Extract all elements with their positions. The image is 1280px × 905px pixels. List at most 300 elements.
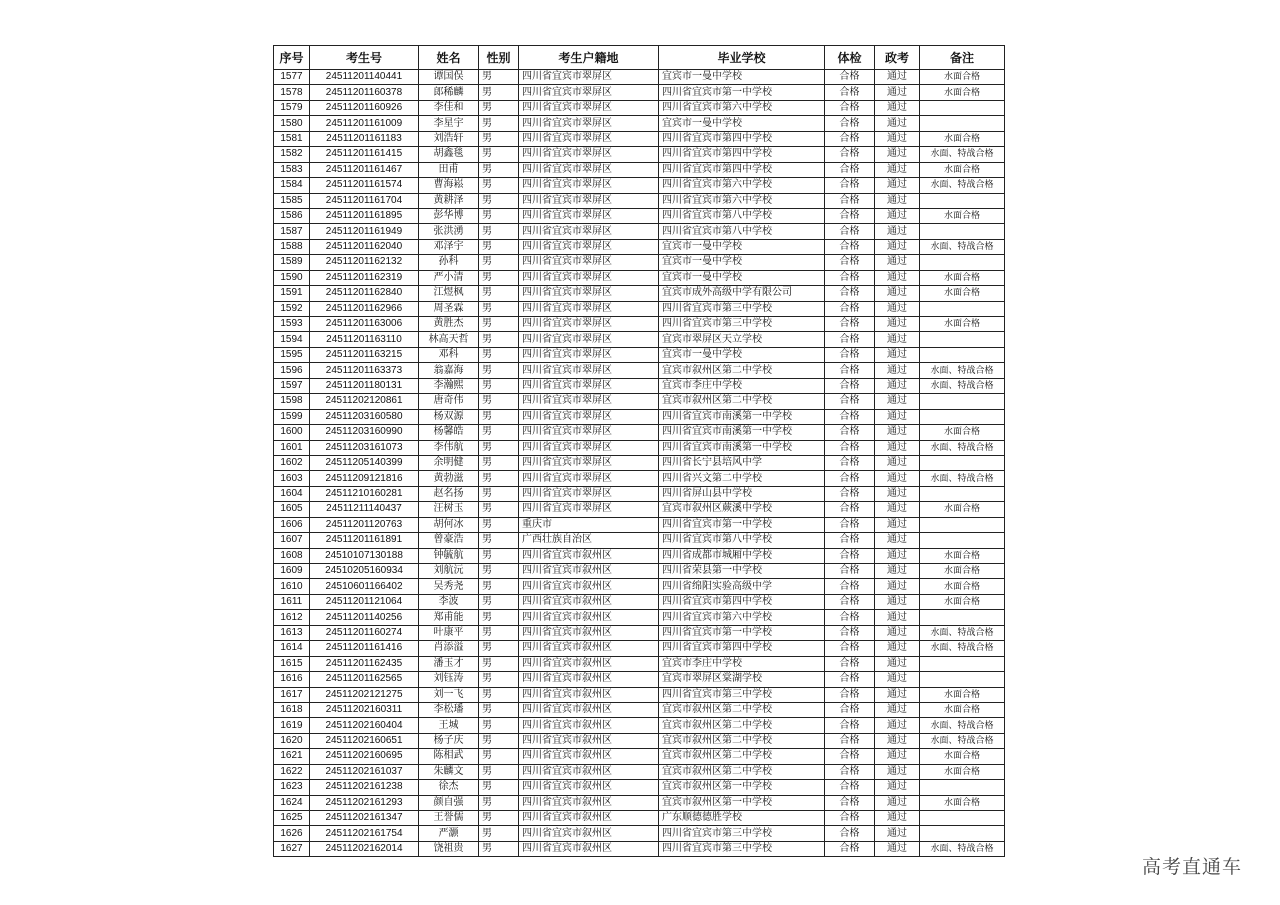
gender-cell: 男 — [479, 270, 519, 285]
gender-cell: 男 — [479, 718, 519, 733]
political-cell: 通过 — [875, 733, 920, 748]
gender-cell: 男 — [479, 687, 519, 702]
table-row — [274, 301, 1005, 316]
exam-number-cell: 24511201162565 — [310, 672, 419, 687]
remark-cell: 水面、特战合格 — [920, 841, 1005, 856]
household-cell: 四川省宜宾市翠屏区 — [519, 332, 659, 347]
gender-cell: 男 — [479, 224, 519, 239]
household-cell: 四川省宜宾市叙州区 — [519, 841, 659, 856]
remark-cell — [920, 517, 1005, 532]
school-cell: 四川省宜宾市第六中学校 — [659, 193, 825, 208]
table-row — [274, 486, 1005, 501]
school-cell: 宜宾市李庄中学校 — [659, 378, 825, 393]
physical-cell: 合格 — [825, 641, 875, 656]
name-cell: 谭国俣 — [419, 70, 479, 85]
school-cell: 四川省宜宾市第八中学校 — [659, 533, 825, 548]
serial-cell: 1622 — [274, 764, 310, 779]
political-cell: 通过 — [875, 594, 920, 609]
remark-cell — [920, 409, 1005, 424]
political-cell: 通过 — [875, 548, 920, 563]
political-cell: 通过 — [875, 332, 920, 347]
exam-number-cell: 24511202160651 — [310, 733, 419, 748]
serial-cell: 1627 — [274, 841, 310, 856]
physical-cell: 合格 — [825, 131, 875, 146]
remark-cell: 水面、特战合格 — [920, 147, 1005, 162]
physical-cell: 合格 — [825, 764, 875, 779]
name-cell: 孙科 — [419, 255, 479, 270]
school-cell: 宜宾市叙州区第二中学校 — [659, 764, 825, 779]
exam-number-cell: 24511201180131 — [310, 378, 419, 393]
physical-cell: 合格 — [825, 780, 875, 795]
table-row — [274, 826, 1005, 841]
physical-cell: 合格 — [825, 656, 875, 671]
household-cell: 四川省宜宾市翠屏区 — [519, 409, 659, 424]
serial-cell: 1588 — [274, 239, 310, 254]
gender-cell: 男 — [479, 70, 519, 85]
political-cell: 通过 — [875, 100, 920, 115]
gender-cell: 男 — [479, 733, 519, 748]
physical-cell: 合格 — [825, 749, 875, 764]
remark-cell — [920, 224, 1005, 239]
gender-cell: 男 — [479, 455, 519, 470]
remark-cell: 水面合格 — [920, 425, 1005, 440]
school-cell: 宜宾市叙州区第一中学校 — [659, 780, 825, 795]
political-cell: 通过 — [875, 193, 920, 208]
political-cell: 通过 — [875, 347, 920, 362]
name-cell: 曾豪浩 — [419, 533, 479, 548]
gender-cell: 男 — [479, 795, 519, 810]
gender-cell: 男 — [479, 502, 519, 517]
physical-cell: 合格 — [825, 594, 875, 609]
remark-cell: 水面、特战合格 — [920, 378, 1005, 393]
gender-cell: 男 — [479, 471, 519, 486]
serial-cell: 1592 — [274, 301, 310, 316]
name-cell: 王誉儒 — [419, 811, 479, 826]
table-row — [274, 162, 1005, 177]
remark-cell: 水面合格 — [920, 764, 1005, 779]
name-cell: 颜自强 — [419, 795, 479, 810]
table-row — [274, 749, 1005, 764]
exam-number-cell: 24511202161293 — [310, 795, 419, 810]
exam-number-cell: 24511201161574 — [310, 178, 419, 193]
political-cell: 通过 — [875, 409, 920, 424]
household-cell: 四川省宜宾市叙州区 — [519, 594, 659, 609]
physical-cell: 合格 — [825, 162, 875, 177]
name-cell: 刘一飞 — [419, 687, 479, 702]
serial-cell: 1604 — [274, 486, 310, 501]
remark-cell — [920, 533, 1005, 548]
school-cell: 宜宾市一曼中学校 — [659, 70, 825, 85]
serial-cell: 1613 — [274, 625, 310, 640]
physical-cell: 合格 — [825, 147, 875, 162]
household-cell: 四川省宜宾市翠屏区 — [519, 178, 659, 193]
political-cell: 通过 — [875, 116, 920, 131]
political-cell: 通过 — [875, 471, 920, 486]
school-cell: 四川省宜宾市第四中学校 — [659, 641, 825, 656]
exam-number-cell: 24511202120861 — [310, 394, 419, 409]
household-cell: 四川省宜宾市翠屏区 — [519, 286, 659, 301]
table-row — [274, 394, 1005, 409]
name-cell: 邓科 — [419, 347, 479, 362]
physical-cell: 合格 — [825, 610, 875, 625]
remark-cell — [920, 394, 1005, 409]
school-cell: 四川省宜宾市第四中学校 — [659, 594, 825, 609]
political-cell: 通过 — [875, 70, 920, 85]
school-cell: 四川省屏山县中学校 — [659, 486, 825, 501]
table-row — [274, 795, 1005, 810]
exam-number-cell: 24511201161891 — [310, 533, 419, 548]
political-cell: 通过 — [875, 131, 920, 146]
school-cell: 四川省宜宾市第六中学校 — [659, 178, 825, 193]
school-cell: 宜宾市叙州区第二中学校 — [659, 363, 825, 378]
exam-number-cell: 24511201163373 — [310, 363, 419, 378]
exam-number-cell: 24510601166402 — [310, 579, 419, 594]
remark-cell: 水面合格 — [920, 687, 1005, 702]
remark-cell: 水面合格 — [920, 548, 1005, 563]
remark-cell — [920, 486, 1005, 501]
remark-cell: 水面合格 — [920, 70, 1005, 85]
household-cell: 四川省宜宾市翠屏区 — [519, 147, 659, 162]
gender-cell: 男 — [479, 208, 519, 223]
name-cell: 田甫 — [419, 162, 479, 177]
name-cell: 徐杰 — [419, 780, 479, 795]
gender-cell: 男 — [479, 116, 519, 131]
political-cell: 通过 — [875, 486, 920, 501]
serial-cell: 1602 — [274, 455, 310, 470]
political-cell: 通过 — [875, 656, 920, 671]
physical-cell: 合格 — [825, 455, 875, 470]
exam-number-cell: 24511201161704 — [310, 193, 419, 208]
physical-cell: 合格 — [825, 286, 875, 301]
serial-cell: 1623 — [274, 780, 310, 795]
household-cell: 四川省宜宾市叙州区 — [519, 795, 659, 810]
exam-number-cell: 24511202162014 — [310, 841, 419, 856]
school-cell: 宜宾市翠屏区棠湖学校 — [659, 672, 825, 687]
gender-cell: 男 — [479, 826, 519, 841]
exam-number-cell: 24511201162132 — [310, 255, 419, 270]
exam-number-cell: 24511202161754 — [310, 826, 419, 841]
physical-cell: 合格 — [825, 625, 875, 640]
serial-cell: 1590 — [274, 270, 310, 285]
physical-cell: 合格 — [825, 70, 875, 85]
exam-number-cell: 24511201140441 — [310, 70, 419, 85]
exam-number-cell: 24511201140256 — [310, 610, 419, 625]
serial-cell: 1587 — [274, 224, 310, 239]
exam-number-cell: 24511203160990 — [310, 425, 419, 440]
household-cell: 四川省宜宾市翠屏区 — [519, 455, 659, 470]
household-cell: 四川省宜宾市翠屏区 — [519, 425, 659, 440]
remark-cell: 水面合格 — [920, 85, 1005, 100]
table-row — [274, 363, 1005, 378]
political-cell: 通过 — [875, 286, 920, 301]
school-cell: 宜宾市叙州区蕨溪中学校 — [659, 502, 825, 517]
physical-cell: 合格 — [825, 425, 875, 440]
household-cell: 四川省宜宾市翠屏区 — [519, 502, 659, 517]
exam-number-cell: 24511201160274 — [310, 625, 419, 640]
exam-number-cell: 24511202160404 — [310, 718, 419, 733]
household-cell: 四川省宜宾市翠屏区 — [519, 131, 659, 146]
political-cell: 通过 — [875, 502, 920, 517]
household-cell: 四川省宜宾市翠屏区 — [519, 486, 659, 501]
school-cell: 广东顺德德胜学校 — [659, 811, 825, 826]
serial-cell: 1578 — [274, 85, 310, 100]
remark-cell — [920, 255, 1005, 270]
table-row — [274, 841, 1005, 856]
school-cell: 四川省绵阳实验高级中学 — [659, 579, 825, 594]
name-cell: 余明健 — [419, 455, 479, 470]
gender-cell: 男 — [479, 162, 519, 177]
gender-cell: 男 — [479, 702, 519, 717]
exam-number-cell: 24511201121064 — [310, 594, 419, 609]
serial-cell: 1579 — [274, 100, 310, 115]
serial-cell: 1599 — [274, 409, 310, 424]
political-cell: 通过 — [875, 811, 920, 826]
name-cell: 陈相武 — [419, 749, 479, 764]
serial-cell: 1584 — [274, 178, 310, 193]
physical-cell: 合格 — [825, 517, 875, 532]
school-cell: 宜宾市一曼中学校 — [659, 270, 825, 285]
exam-number-cell: 24511201163006 — [310, 317, 419, 332]
table-row — [274, 594, 1005, 609]
physical-cell: 合格 — [825, 332, 875, 347]
gender-cell: 男 — [479, 100, 519, 115]
school-cell: 宜宾市叙州区第二中学校 — [659, 702, 825, 717]
household-cell: 四川省宜宾市叙州区 — [519, 564, 659, 579]
gender-cell: 男 — [479, 193, 519, 208]
table-row — [274, 116, 1005, 131]
name-cell: 周圣霖 — [419, 301, 479, 316]
political-cell: 通过 — [875, 270, 920, 285]
exam-number-cell: 24510205160934 — [310, 564, 419, 579]
remark-cell: 水面、特战合格 — [920, 363, 1005, 378]
remark-cell — [920, 672, 1005, 687]
serial-cell: 1583 — [274, 162, 310, 177]
remark-cell — [920, 332, 1005, 347]
remark-cell: 水面合格 — [920, 286, 1005, 301]
name-cell: 郎稀麟 — [419, 85, 479, 100]
household-cell: 四川省宜宾市翠屏区 — [519, 440, 659, 455]
table-row — [274, 317, 1005, 332]
gender-cell: 男 — [479, 147, 519, 162]
remark-cell — [920, 100, 1005, 115]
table-row — [274, 702, 1005, 717]
physical-cell: 合格 — [825, 579, 875, 594]
serial-cell: 1615 — [274, 656, 310, 671]
table-row — [274, 548, 1005, 563]
exam-number-cell: 24511201162840 — [310, 286, 419, 301]
name-cell: 张洪湧 — [419, 224, 479, 239]
serial-cell: 1617 — [274, 687, 310, 702]
household-cell: 四川省宜宾市翠屏区 — [519, 85, 659, 100]
physical-cell: 合格 — [825, 239, 875, 254]
table-row — [274, 224, 1005, 239]
exam-number-cell: 24511202121275 — [310, 687, 419, 702]
serial-cell: 1625 — [274, 811, 310, 826]
physical-cell: 合格 — [825, 471, 875, 486]
header-name: 姓名 — [419, 46, 479, 70]
gender-cell: 男 — [479, 764, 519, 779]
name-cell: 李波 — [419, 594, 479, 609]
gender-cell: 男 — [479, 486, 519, 501]
gender-cell: 男 — [479, 255, 519, 270]
household-cell: 四川省宜宾市叙州区 — [519, 749, 659, 764]
name-cell: 翁嘉海 — [419, 363, 479, 378]
remark-cell — [920, 826, 1005, 841]
name-cell: 刘航沅 — [419, 564, 479, 579]
school-cell: 四川省宜宾市第六中学校 — [659, 100, 825, 115]
exam-number-cell: 24511202161238 — [310, 780, 419, 795]
serial-cell: 1577 — [274, 70, 310, 85]
name-cell: 曹海崧 — [419, 178, 479, 193]
physical-cell: 合格 — [825, 317, 875, 332]
household-cell: 四川省宜宾市翠屏区 — [519, 239, 659, 254]
school-cell: 宜宾市叙州区第二中学校 — [659, 394, 825, 409]
watermark-text: 高考直通车 — [1142, 856, 1243, 878]
gender-cell: 男 — [479, 548, 519, 563]
name-cell: 彭华博 — [419, 208, 479, 223]
table-row — [274, 780, 1005, 795]
household-cell: 四川省宜宾市叙州区 — [519, 733, 659, 748]
physical-cell: 合格 — [825, 548, 875, 563]
header-political: 政考 — [875, 46, 920, 70]
serial-cell: 1598 — [274, 394, 310, 409]
school-cell: 四川省宜宾市南溪第一中学校 — [659, 440, 825, 455]
name-cell: 杨子庆 — [419, 733, 479, 748]
physical-cell: 合格 — [825, 409, 875, 424]
gender-cell: 男 — [479, 178, 519, 193]
physical-cell: 合格 — [825, 702, 875, 717]
household-cell: 四川省宜宾市翠屏区 — [519, 363, 659, 378]
header-row — [274, 46, 1005, 70]
household-cell: 四川省宜宾市叙州区 — [519, 579, 659, 594]
serial-cell: 1585 — [274, 193, 310, 208]
political-cell: 通过 — [875, 208, 920, 223]
school-cell: 四川省宜宾市第三中学校 — [659, 317, 825, 332]
school-cell: 四川省宜宾市第四中学校 — [659, 162, 825, 177]
political-cell: 通过 — [875, 224, 920, 239]
header-exam-number: 考生号 — [310, 46, 419, 70]
table-row — [274, 610, 1005, 625]
household-cell: 四川省宜宾市叙州区 — [519, 687, 659, 702]
political-cell: 通过 — [875, 425, 920, 440]
political-cell: 通过 — [875, 795, 920, 810]
gender-cell: 男 — [479, 533, 519, 548]
remark-cell — [920, 811, 1005, 826]
household-cell: 四川省宜宾市翠屏区 — [519, 255, 659, 270]
serial-cell: 1608 — [274, 548, 310, 563]
serial-cell: 1614 — [274, 641, 310, 656]
table-row — [274, 286, 1005, 301]
school-cell: 宜宾市翠屏区天立学校 — [659, 332, 825, 347]
remark-cell: 水面、特战合格 — [920, 733, 1005, 748]
household-cell: 四川省宜宾市叙州区 — [519, 702, 659, 717]
gender-cell: 男 — [479, 811, 519, 826]
table-row — [274, 85, 1005, 100]
table-header — [274, 46, 1005, 70]
exam-number-cell: 24511201161949 — [310, 224, 419, 239]
header-school: 毕业学校 — [659, 46, 825, 70]
remark-cell: 水面合格 — [920, 208, 1005, 223]
name-cell: 李星宇 — [419, 116, 479, 131]
household-cell: 四川省宜宾市叙州区 — [519, 610, 659, 625]
physical-cell: 合格 — [825, 255, 875, 270]
physical-cell: 合格 — [825, 178, 875, 193]
physical-cell: 合格 — [825, 486, 875, 501]
serial-cell: 1605 — [274, 502, 310, 517]
physical-cell: 合格 — [825, 224, 875, 239]
serial-cell: 1582 — [274, 147, 310, 162]
physical-cell: 合格 — [825, 193, 875, 208]
serial-cell: 1601 — [274, 440, 310, 455]
gender-cell: 男 — [479, 517, 519, 532]
remark-cell — [920, 347, 1005, 362]
table-row — [274, 100, 1005, 115]
header-physical: 体检 — [825, 46, 875, 70]
physical-cell: 合格 — [825, 564, 875, 579]
household-cell: 四川省宜宾市翠屏区 — [519, 70, 659, 85]
political-cell: 通过 — [875, 826, 920, 841]
household-cell: 四川省宜宾市翠屏区 — [519, 162, 659, 177]
political-cell: 通过 — [875, 610, 920, 625]
remark-cell — [920, 780, 1005, 795]
exam-number-cell: 24510107130188 — [310, 548, 419, 563]
school-cell: 四川省宜宾市第三中学校 — [659, 826, 825, 841]
exam-number-cell: 24511210160281 — [310, 486, 419, 501]
physical-cell: 合格 — [825, 795, 875, 810]
exam-number-cell: 24511203161073 — [310, 440, 419, 455]
gender-cell: 男 — [479, 425, 519, 440]
name-cell: 杨馨皓 — [419, 425, 479, 440]
physical-cell: 合格 — [825, 378, 875, 393]
name-cell: 钟毓航 — [419, 548, 479, 563]
name-cell: 叶康平 — [419, 625, 479, 640]
serial-cell: 1596 — [274, 363, 310, 378]
table-row — [274, 455, 1005, 470]
remark-cell: 水面合格 — [920, 579, 1005, 594]
table-row — [274, 178, 1005, 193]
political-cell: 通过 — [875, 301, 920, 316]
household-cell: 四川省宜宾市翠屏区 — [519, 193, 659, 208]
school-cell: 宜宾市一曼中学校 — [659, 239, 825, 254]
table-row — [274, 193, 1005, 208]
household-cell: 四川省宜宾市翠屏区 — [519, 224, 659, 239]
gender-cell: 男 — [479, 672, 519, 687]
name-cell: 饶祖贵 — [419, 841, 479, 856]
gender-cell: 男 — [479, 239, 519, 254]
household-cell: 四川省宜宾市翠屏区 — [519, 100, 659, 115]
school-cell: 四川省宜宾市第八中学校 — [659, 224, 825, 239]
school-cell: 四川省宜宾市南溪第一中学校 — [659, 409, 825, 424]
table-row — [274, 440, 1005, 455]
gender-cell: 男 — [479, 641, 519, 656]
physical-cell: 合格 — [825, 841, 875, 856]
header-remark: 备注 — [920, 46, 1005, 70]
political-cell: 通过 — [875, 440, 920, 455]
table-body — [274, 70, 1005, 857]
school-cell: 四川省宜宾市第六中学校 — [659, 610, 825, 625]
political-cell: 通过 — [875, 625, 920, 640]
gender-cell: 男 — [479, 656, 519, 671]
household-cell: 四川省宜宾市翠屏区 — [519, 116, 659, 131]
gender-cell: 男 — [479, 131, 519, 146]
household-cell: 四川省宜宾市翠屏区 — [519, 394, 659, 409]
gender-cell: 男 — [479, 749, 519, 764]
serial-cell: 1589 — [274, 255, 310, 270]
exam-number-cell: 24511201160926 — [310, 100, 419, 115]
political-cell: 通过 — [875, 85, 920, 100]
name-cell: 汪树玉 — [419, 502, 479, 517]
physical-cell: 合格 — [825, 502, 875, 517]
